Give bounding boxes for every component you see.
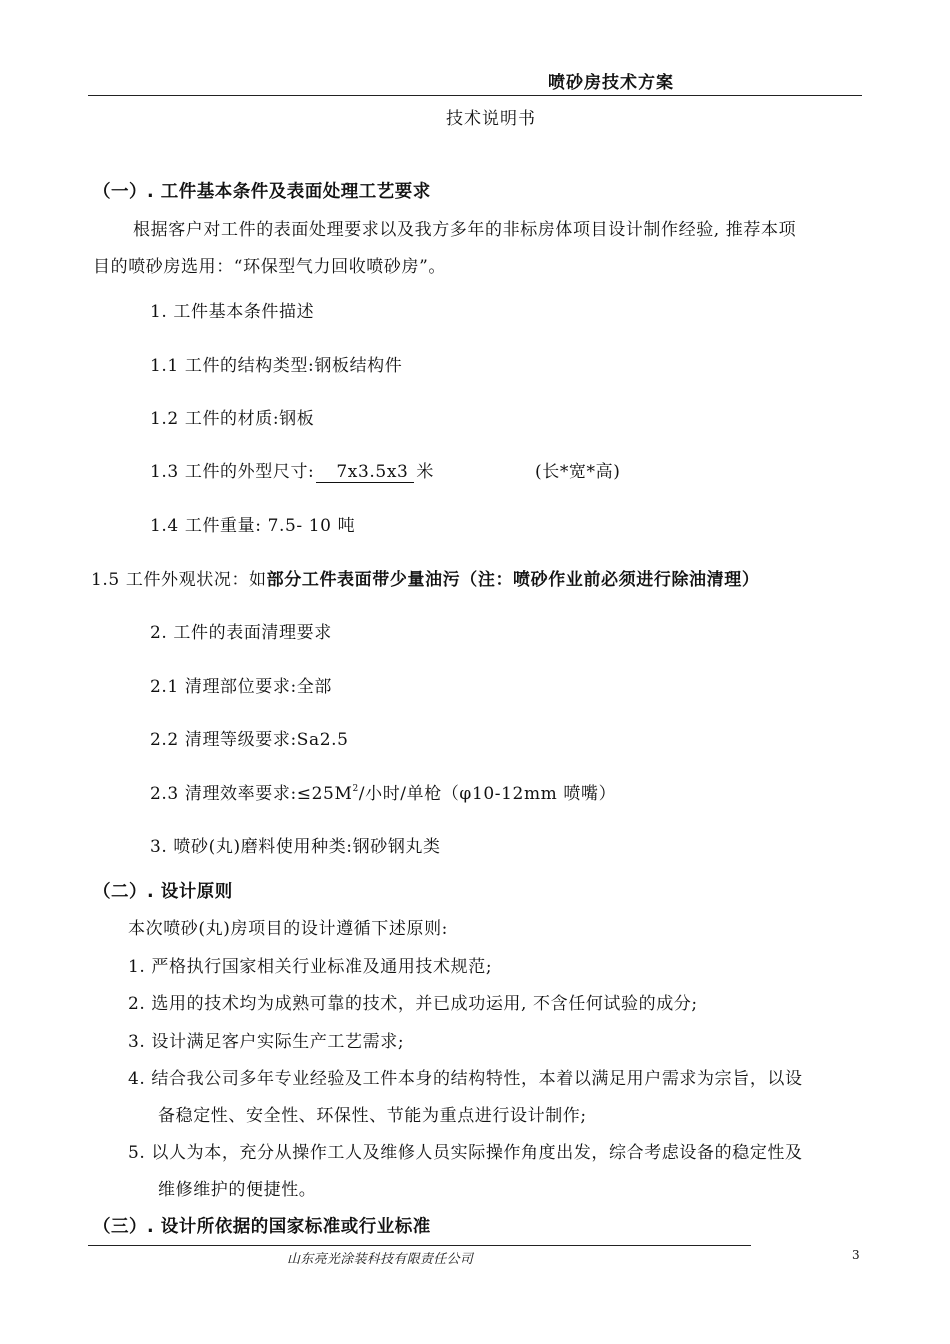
spec-item-2: 2. 工件的表面清理要求 (150, 623, 332, 643)
principle-2: 2. 选用的技术均为成熟可靠的技术，并已成功运用, 不含任何试验的成分; (128, 994, 698, 1014)
section2-intro: 本次喷砂(丸)房项目的设计遵循下述原则: (128, 919, 448, 939)
spec-item-2-3-pre: 2.3 清理效率要求:≤25M (150, 784, 353, 804)
principle-1: 1. 严格执行国家相关行业标准及通用技术规范; (128, 957, 493, 977)
spec-item-2-3-post: /小时/单枪（φ10-12mm 喷嘴） (358, 784, 617, 804)
footer-divider (88, 1245, 751, 1246)
principle-4-line1: 4. 结合我公司多年专业经验及工件本身的结构特性，本着以满足用户需求为宗旨，以设 (128, 1069, 803, 1089)
spec-item-1-3-label: 1.3 工件的外型尺寸: (150, 462, 315, 482)
section-heading-1: （一）. 工件基本条件及表面处理工艺要求 (93, 182, 431, 202)
spec-item-1-5 (91, 565, 759, 590)
section-heading-3: （三）. 设计所依据的国家标准或行业标准 (93, 1217, 431, 1237)
spec-item-1-3-note: (长*宽*高) (535, 462, 621, 482)
workpiece-dimensions-value: 7x3.5x3 (316, 462, 414, 483)
spec-item-3: 3. 喷砂(丸)磨料使用种类:钢砂钢丸类 (150, 837, 441, 857)
principle-5-line1: 5. 以人为本，充分从操作工人及维修人员实际操作角度出发，综合考虑设备的稳定性及 (128, 1143, 803, 1163)
footer-company-name: 山东亮光涂装科技有限责任公司 (287, 1252, 474, 1267)
spec-item-1-3 (150, 457, 434, 483)
spec-item-1-1: 1.1 工件的结构类型:钢板结构件 (150, 356, 403, 376)
spec-item-1-4: 1.4 工件重量: 7.5- 10 吨 (150, 516, 356, 536)
spec-item-1-2: 1.2 工件的材质:钢板 (150, 409, 315, 429)
header-divider (88, 95, 862, 96)
superscript-2: 2 (352, 784, 359, 794)
spec-item-1-5-warning: 部分工件表面带少量油污（注：喷砂作业前必须进行除油清理） (266, 570, 760, 590)
spec-item-1: 1. 工件基本条件描述 (150, 302, 315, 322)
section1-intro-line2: 目的喷砂房选用：“环保型气力回收喷砂房”。 (93, 257, 446, 277)
spec-item-2-1: 2.1 清理部位要求:全部 (150, 677, 332, 697)
spec-item-2-2: 2.2 清理等级要求:Sa2.5 (150, 730, 349, 750)
document-header-title: 喷砂房技术方案 (548, 73, 674, 93)
section1-intro-line1: 根据客户对工件的表面处理要求以及我方多年的非标房体项目设计制作经验, 推荐本项 (133, 220, 797, 240)
spec-item-2-3 (150, 779, 616, 804)
principle-4-line2: 备稳定性、安全性、环保性、节能为重点进行设计制作; (158, 1106, 587, 1126)
spec-item-1-5-label: 1.5 工件外观状况：如 (91, 570, 267, 590)
page-number: 3 (852, 1248, 860, 1262)
section-heading-2: （二）. 设计原则 (93, 882, 233, 902)
principle-3: 3. 设计满足客户实际生产工艺需求; (128, 1032, 405, 1052)
principle-5-line2: 维修维护的便捷性。 (158, 1180, 317, 1200)
spec-item-1-3-unit: 米 (416, 462, 435, 482)
document-subtitle: 技术说明书 (446, 109, 536, 129)
